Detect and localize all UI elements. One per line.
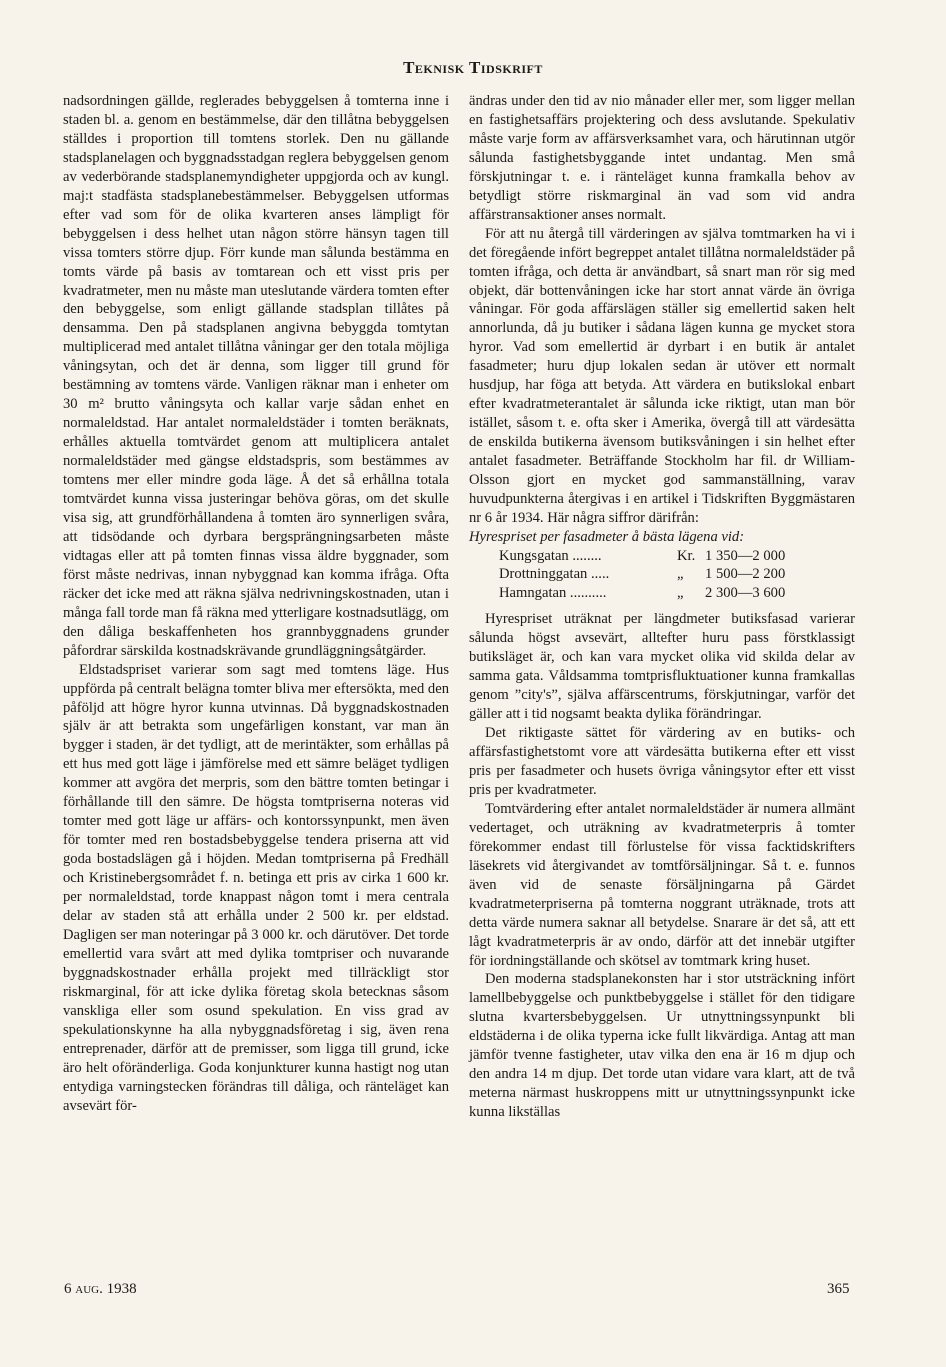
issue-date: 6 aug. 1938 [64, 1281, 137, 1297]
page-number: 365 [827, 1281, 850, 1297]
body-paragraph: Tomtvärdering efter antalet normaleldstäder är numera allmänt vedertaget, och uträkning av kvadratmeterpris å tomter förekommer endast till förlustelse för vissa facktidskrifters läsekrets vid återgivandet av tomtförsäljningar. Så t. e. funnos även vid de senaste försäljningarna på Gärdet kvadratmeterpriserna på tomterna noggrant uträknade, trots att detta värde numera saknar all betydelse. Snarare är det så, att ett lågt kvadratmeterpris är av ondo, därför att det innebär utgifter för iordningställande och skötsel av tomtmark kring huset. [469, 800, 855, 969]
journal-header: Teknisk Tidskrift [403, 58, 543, 77]
body-paragraph: nadsordningen gällde, reglerades bebyggelsen å tomterna inne i staden bl. a. genom en bestämmelse, där den tillåtna bebyggelsen ställdes i proportion till tomtens storlek. Den nu gällande stadsplanelagen och byggnadsstadgan reglera bebyggelsen genom av vederbörande stadsplanemyndigheter uppgjorda och av kungl. maj:t stadfästa stadsplanebestämmelser. Bebyggelsen utformas efter vad som för de olika kvarteren anses lämpligt för bebyggelsen i dess helhet utan någon större hänsyn tagen till vissa tomters större djup. Förr kunde man sålunda bestämma en tomts värde på basis av tomtarean och ett visst pris per kvadratmeter, men nu måste man uteslutande värdera tomten efter den bebyggelse, som enligt gällande stadsplan tillåtes på densamma. Den på stadsplanen angivna bebyggda tomtytan multiplicerad med antalet tillåtna våningar ger den totala möjliga våningsytan, och det är denna, som ligger till grund för bestämning av tomtens värde. Vanligen räknar man i enheter om 30 m² brutto våningsyta och kallar varje sådan enhet en normaleldstad. Har antalet normaleldstäder i tomten beräknats, erhålles aktuella tomtvärdet genom att multiplicera antalet normaleldstäder med gängse eldstadspris, som bestämmes av tomtens mer eller mindre goda läge. Å det så erhållna totala tomtvärdet kunna vissa justeringar behöva göras, om det skulle visa sig, att grundförhållandena å tomten äro synnerligen svåra, att tidsödande och dyrbara bergsprängningsarbeten måste vidtagas eller att på tomten finnas vissa äldre byggnader, som först måste nedrivas, innan nybyggnad kan komma ifråga. Ofta räcker det icke med att räkna själva nedrivningskostnaden, utan i många fall torde man få räkna med ytterligare kostnadsutlägg, om den dåliga beskaffenheten hos grannbyggnadens grunder påfordrar särskilda kostnadskrävande grundläggningsåtgärder. [63, 93, 449, 659]
currency-unit: „ [677, 584, 684, 601]
price-range: 2 300—3 600 [705, 584, 786, 601]
body-paragraph: Hyrespriset uträknat per längdmeter butiksfasad varierar sålunda högst avsevärt, alltefter huru pass förstklassigt butiksläget är, och kan vara mycket olika vid skilda delar av samma gata. Våldsamma tomtprisfluktuationer kunna framkallas genom ”city's”, själva affärscentrums, förskjutningar, varför det gäller att i tid nogsamt beakta dylika förändringar. [469, 611, 855, 723]
table-row [469, 565, 855, 584]
body-paragraph: Den moderna stadsplanekonsten har i stor utsträckning infört lamellbebyggelse och punktbebyggelse i stället för den tidigare slutna kvartersbebyggelsen. Ur utnyttningssynpunkt bli eldstäderna i de olika typerna icke fullt likvärdiga. Antag att man jämför tvenne fastigheter, utav vilka den ena är 16 m djup och den andra 14 m djup. Det torde utan vidare vara klart, att de två meterna närmast huskroppens mitt ur utnyttningssynpunkt icke kunna likställas [469, 971, 855, 1121]
rent-table-title: Hyrespriset per fasadmeter å bästa lägena vid: [469, 528, 745, 545]
currency-unit: „ [677, 566, 684, 583]
body-paragraph: Det riktigaste sättet för värdering av en butiks- och affärsfastighetstomt vore att värdesätta butikerna efter ett visst pris per fasadmeter och husets övriga våningsytor efter ett visst pris per kvadratmeter. [469, 725, 855, 798]
table-row [469, 584, 855, 603]
currency-unit: Kr. [677, 547, 696, 564]
street-name: Drottninggatan ..... [499, 566, 610, 583]
body-paragraph: Eldstadspriset varierar som sagt med tomtens läge. Hus uppförda på centralt belägna tomter bliva mer eftersökta, med den påföljd att högre hyror kunna utvinnas. Då byggnadskostnaden själv är att betrakta som ungefärligen konstant, var man än bygger i staden, är det tydligt, att de merintäkter, som erhållas på ett hus med gott läge i jämförelse med ett sämre beläget tydligen kommer att avgöra det merpris, som den bättre tomten betingar i förhållande till den sämre. De högsta tomtpriserna noteras vid tomter med gott läge ur affärs- och kontorssynpunkt, men även för tomter med ren bostadsbebyggelse tendera priserna att vid goda bostadslägen gå i höjden. Medan tomtpriserna på Fredhäll och Kristinebergsområdet f. n. betinga ett pris av cirka 1 600 kr. per normaleldstad, torde knappast någon tomt i mera centrala delar av staden stå att erhålla under 2 500 kr. per eldstad. Dagligen ser man noteringar på 3 000 kr. och därutöver. Det torde emellertid vara svårt att med dylika tomtpriser och nuvarande byggnadskostnader erhålla projekt med tillräckligt stor riskmarginal, för att icke dylika företag skola betecknas såsom vanskliga eller som osund spekulation. En viss grad av spekulationskynne ha alla nybyggnadsföretag i sig, även rena entreprenader, därför att de premisser, som ligga till grund, icke äro helt oföränderliga. Goda konjunkturer kunna hastigt nog utan entydiga varningstecken förändras till dåliga, och ränteläget kan avsevärt för- [63, 661, 449, 1114]
table-row [469, 547, 855, 566]
body-paragraph: ändras under den tid av nio månader eller mer, som ligger mellan en fastighetsaffärs projektering och dess avslutande. Spekulativ måste varje form av affärsverksamhet vara, och härutinnan utgör sålunda fastighetsbyggande intet undantag. Men små förskjutningar t. e. i ränteläget kunna framkalla behov av betydligt större riskmarginal än vad som vid andra affärstransaktioner anses normalt. [469, 93, 855, 223]
rent-table [469, 547, 855, 603]
body-paragraph: För att nu återgå till värderingen av själva tomtmarken ha vi i det föregående infört begreppet antalet tillåtna normaleldstäder på tomten ifråga, och detta är användbart, så snart man rör sig med objekt, där bottenvåningen icke har stort annat värde än övriga våningar. För goda affärslägen ställer sig emellertid saken helt annorlunda, då ju butiker i sådana lägen kunna ge mycket stora hyror. Vad som emellertid är dyrbart i en butik är antalet fasadmeter; huru djup lokalen sedan är utöver ett normalt husdjup, har föga att betyda. Att värdera en butikslokal enbart efter kvadratmeterantalet är sålunda icke riktigt, utan man bör istället, såsom t. e. ofta sker i Amerika, övergå till att värdesätta de enskilda butikerna ävensom butiksvåningen i sin helhet efter antalet fasadmeter. Beträffande Stockholm har fil. dr William-Olsson gjort en mycket god sammanställning, varav huvudpunkterna återgivas i en artikel i Tidskriften Byggmästaren nr 6 år 1934. Här några siffror därifrån: [469, 225, 855, 526]
street-name: Hamngatan .......... [499, 584, 607, 601]
street-name: Kungsgatan ........ [499, 547, 602, 564]
price-range: 1 350—2 000 [705, 547, 786, 564]
left-column [63, 92, 449, 1115]
price-range: 1 500—2 200 [705, 566, 786, 583]
right-column [469, 92, 855, 1122]
